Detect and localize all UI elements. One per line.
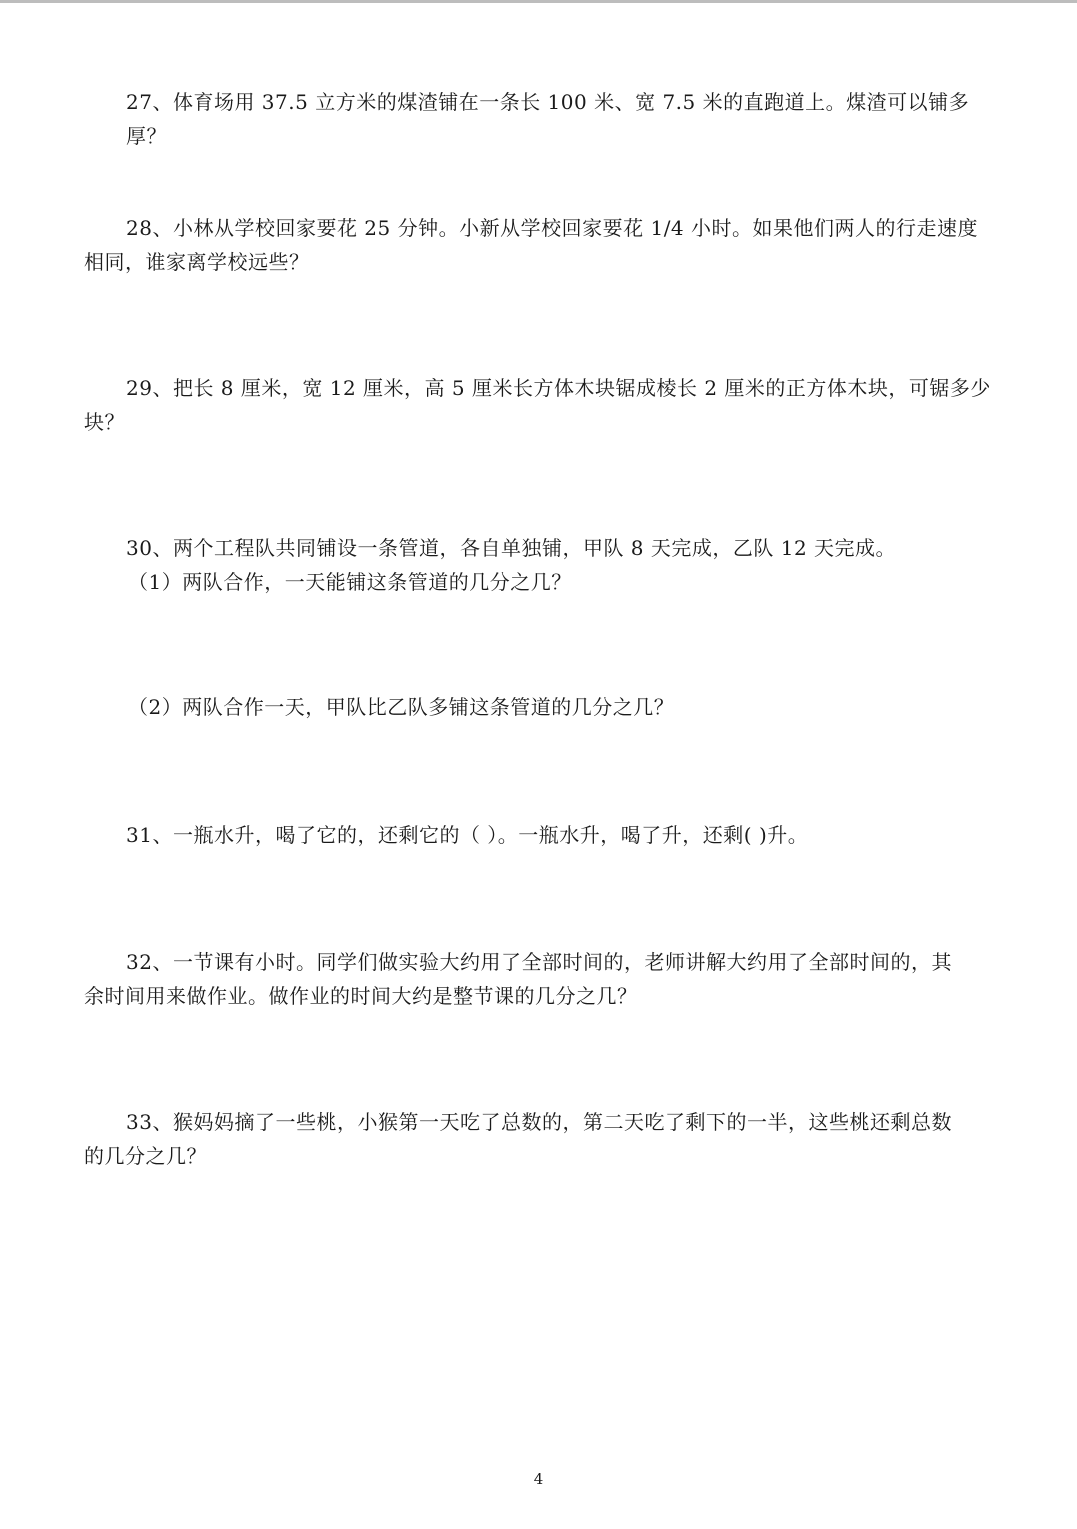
question-28-text-line-2: 相同，谁家离学校远些？	[84, 250, 310, 274]
question-31-text: 31、一瓶水升，喝了它的，还剩它的（ ）。一瓶水升，喝了升，还剩( )升。	[126, 823, 809, 847]
question-30-part-1: （1）两队合作，一天能铺这条管道的几分之几？	[128, 570, 572, 594]
question-30	[84, 531, 1000, 599]
question-27-text: 27、体育场用 37.5 立方米的煤渣铺在一条长 100 米、宽 7.5 米的直跑道上。煤渣可以铺多厚？	[126, 90, 970, 148]
question-30-part-2-block	[84, 690, 1000, 724]
question-28	[84, 211, 1000, 279]
question-32	[84, 945, 1000, 1013]
question-32-text-line-1: 32、一节课有小时。同学们做实验大约用了全部时间的，老师讲解大约用了全部时间的，其	[126, 950, 952, 974]
question-29	[84, 371, 1000, 439]
question-33-text-line-2: 的几分之几？	[84, 1144, 207, 1168]
question-28-text-line-1: 28、小林从学校回家要花 25 分钟。小新从学校回家要花 1/4 小时。如果他们两人的行走速度	[126, 216, 979, 240]
question-32-text-line-2: 余时间用来做作业。做作业的时间大约是整节课的几分之几？	[84, 984, 638, 1008]
question-33	[84, 1105, 1000, 1173]
question-29-text-line-1: 29、把长 8 厘米，宽 12 厘米，高 5 厘米长方体木块锯成棱长 2 厘米的正方体木块，可锯多少	[126, 376, 991, 400]
page-number: 4	[533, 1470, 544, 1488]
question-33-text-line-1: 33、猴妈妈摘了一些桃，小猴第一天吃了总数的，第二天吃了剩下的一半，这些桃还剩总数	[126, 1110, 952, 1134]
question-30-part-2: （2）两队合作一天，甲队比乙队多铺这条管道的几分之几？	[128, 695, 675, 719]
question-30-text: 30、两个工程队共同铺设一条管道，各自单独铺，甲队 8 天完成，乙队 12 天完成。	[126, 536, 897, 560]
question-27	[84, 85, 1000, 153]
question-29-text-line-2: 块？	[84, 410, 125, 434]
question-31	[84, 818, 1000, 852]
